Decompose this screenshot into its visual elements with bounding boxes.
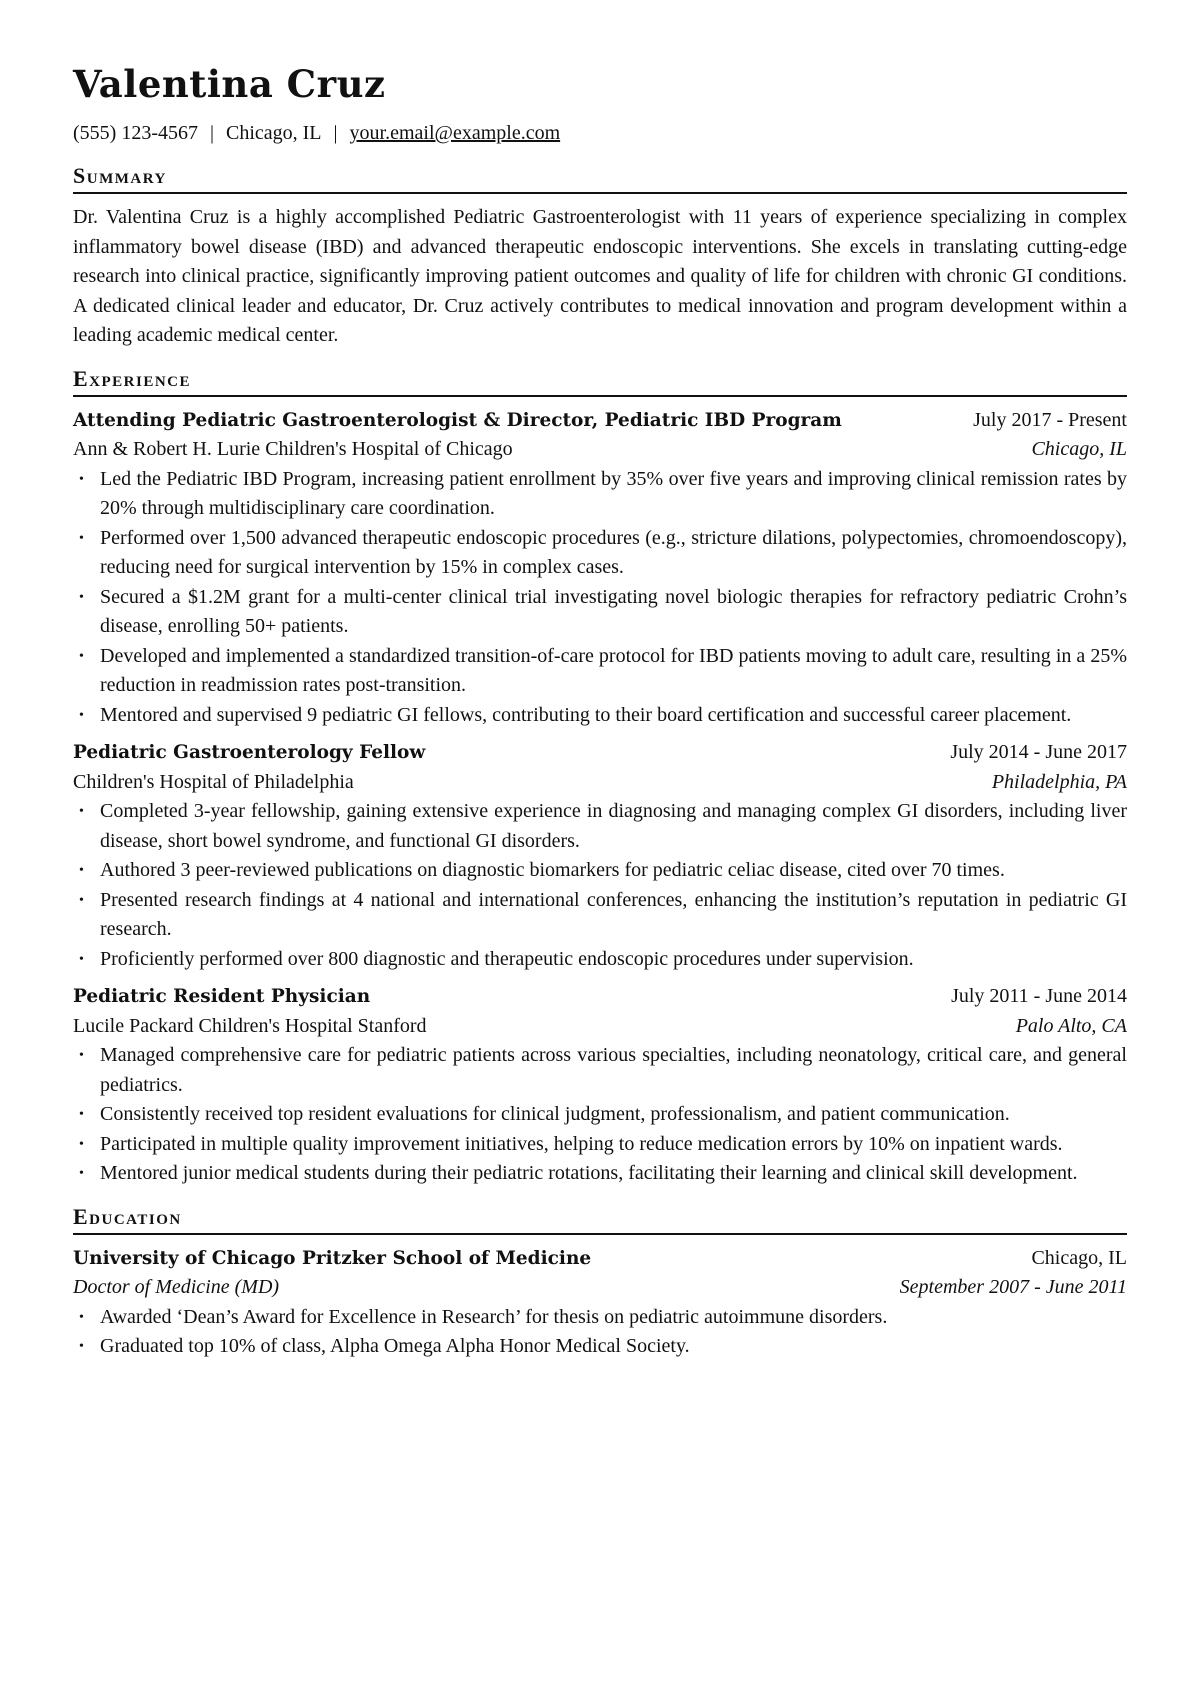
- list-item: • Secured a $1.2M grant for a multi-center clinical trial investigating novel biologic therapies for refractory pediatric Crohn’s disease, enrolling 50+ patients.: [73, 583, 1127, 642]
- contact-separator: |: [209, 122, 214, 144]
- bullet-icon: •: [79, 1339, 84, 1354]
- job-title: Attending Pediatric Gastroenterologist & Director, Pediatric IBD Program: [73, 409, 842, 431]
- job-bullet-list: [73, 465, 1127, 731]
- bullet-icon: •: [79, 1107, 84, 1122]
- email-link[interactable]: your.email@example.com: [349, 122, 561, 144]
- list-item: • Awarded ‘Dean’s Award for Excellence in Research’ for thesis on pediatric autoimmune disorders.: [73, 1303, 1127, 1333]
- job-title: Pediatric Gastroenterology Fellow: [73, 742, 426, 763]
- summary-paragraph: Dr. Valentina Cruz is a highly accomplished Pediatric Gastroenterologist with 11 years of experience specializing in complex inflammatory bowel disease (IBD) and advanced therapeutic endoscopic interventions. She excels in translating cutting-edge research into clinical practice, significantly improving patient outcomes and quality of life for children with chronic GI conditions. A dedicated clinical leader and educator, Dr. Cruz actively contributes to medical innovation and program development within a leading academic medical center.: [73, 206, 1127, 346]
- section-title-summary: Summary: [73, 161, 1127, 194]
- list-item: • Managed comprehensive care for pediatric patients across various specialties, including neonatology, critical care, and general pediatrics.: [73, 1041, 1127, 1100]
- bullet-icon: •: [79, 589, 84, 605]
- list-item: • Completed 3-year fellowship, gaining extensive experience in diagnosing and managing complex GI disorders, including liver disease, short bowel syndrome, and functional GI disorders.: [73, 797, 1127, 856]
- phone-number: (555) 123-4567: [73, 122, 198, 144]
- list-item: • Presented research findings at 4 national and international conferences, enhancing the institution’s reputation in pediatric GI research.: [73, 886, 1127, 945]
- section-title-experience: Experience: [73, 364, 1127, 397]
- contact-line: [73, 118, 1127, 148]
- school-name: University of Chicago Pritzker School of Medicine: [73, 1247, 592, 1269]
- job-dates: July 2014 - June 2017: [950, 741, 1127, 763]
- experience-entry: [73, 406, 1127, 731]
- bullet-icon: •: [79, 1166, 84, 1181]
- experience-entry: [73, 738, 1127, 974]
- list-item: • Mentored junior medical students during their pediatric rotations, facilitating their learning and clinical skill development.: [73, 1159, 1127, 1189]
- employer-name: Lucile Packard Children's Hospital Stanford: [73, 1014, 427, 1037]
- job-location: Chicago, IL: [1031, 438, 1127, 460]
- employer-name: Ann & Robert H. Lurie Children's Hospital of Chicago: [73, 438, 513, 460]
- list-item: • Mentored and supervised 9 pediatric GI fellows, contributing to their board certification and successful career placement.: [73, 701, 1127, 731]
- job-location: Palo Alto, CA: [1015, 1014, 1127, 1037]
- employer-name: Children's Hospital of Philadelphia: [73, 770, 354, 793]
- bullet-icon: •: [79, 804, 84, 819]
- job-title: Pediatric Resident Physician: [73, 986, 371, 1007]
- education-dates: September 2007 - June 2011: [899, 1276, 1127, 1298]
- bullet-icon: •: [79, 1136, 84, 1152]
- job-dates: July 2011 - June 2014: [951, 985, 1127, 1007]
- list-item: • Graduated top 10% of class, Alpha Omega Alpha Honor Medical Society.: [73, 1332, 1127, 1362]
- bullet-icon: •: [79, 530, 84, 546]
- resume-page: [73, 56, 1127, 1362]
- candidate-name: Valentina Cruz: [73, 62, 386, 106]
- job-bullet-list: [73, 797, 1127, 974]
- list-item: • Led the Pediatric IBD Program, increasing patient enrollment by 35% over five years and improving clinical remission rates by 20% through multidisciplinary care coordination.: [73, 465, 1127, 524]
- bullet-icon: •: [79, 1309, 84, 1325]
- contact-separator: |: [333, 122, 338, 144]
- education-entry: [73, 1244, 1127, 1362]
- bullet-icon: •: [79, 1048, 84, 1063]
- list-item: • Authored 3 peer-reviewed publications on diagnostic biomarkers for pediatric celiac disease, cited over 70 times.: [73, 856, 1127, 886]
- job-bullet-list: [73, 1041, 1127, 1189]
- experience-entry: [73, 982, 1127, 1189]
- resume-header: [73, 56, 1127, 148]
- job-dates: July 2017 - Present: [973, 408, 1127, 431]
- list-item: • Performed over 1,500 advanced therapeutic endoscopic procedures (e.g., stricture dilations, polypectomies, chromoendoscopy), reducing need for surgical intervention by 15% in complex cases.: [73, 524, 1127, 583]
- degree-name: Doctor of Medicine (MD): [73, 1276, 280, 1298]
- list-item: • Proficiently performed over 800 diagnostic and therapeutic endoscopic procedures under supervision.: [73, 945, 1127, 975]
- bullet-icon: •: [79, 892, 84, 908]
- list-item: • Participated in multiple quality improvement initiatives, helping to reduce medication errors by 10% on inpatient wards.: [73, 1130, 1127, 1160]
- education-bullet-list: [73, 1303, 1127, 1362]
- job-location: Philadelphia, PA: [991, 770, 1127, 793]
- section-title-education: Education: [73, 1202, 1127, 1235]
- bullet-icon: •: [79, 471, 84, 487]
- bullet-icon: •: [79, 707, 84, 723]
- contact-location: Chicago, IL: [226, 122, 322, 144]
- bullet-icon: •: [79, 648, 84, 664]
- bullet-icon: •: [79, 863, 84, 878]
- list-item: • Developed and implemented a standardized transition-of-care protocol for IBD patients moving to adult care, resulting in a 25% reduction in readmission rates post-transition.: [73, 642, 1127, 701]
- list-item: • Consistently received top resident evaluations for clinical judgment, professionalism, and patient communication.: [73, 1100, 1127, 1130]
- school-location: Chicago, IL: [1031, 1246, 1127, 1269]
- bullet-icon: •: [79, 951, 84, 967]
